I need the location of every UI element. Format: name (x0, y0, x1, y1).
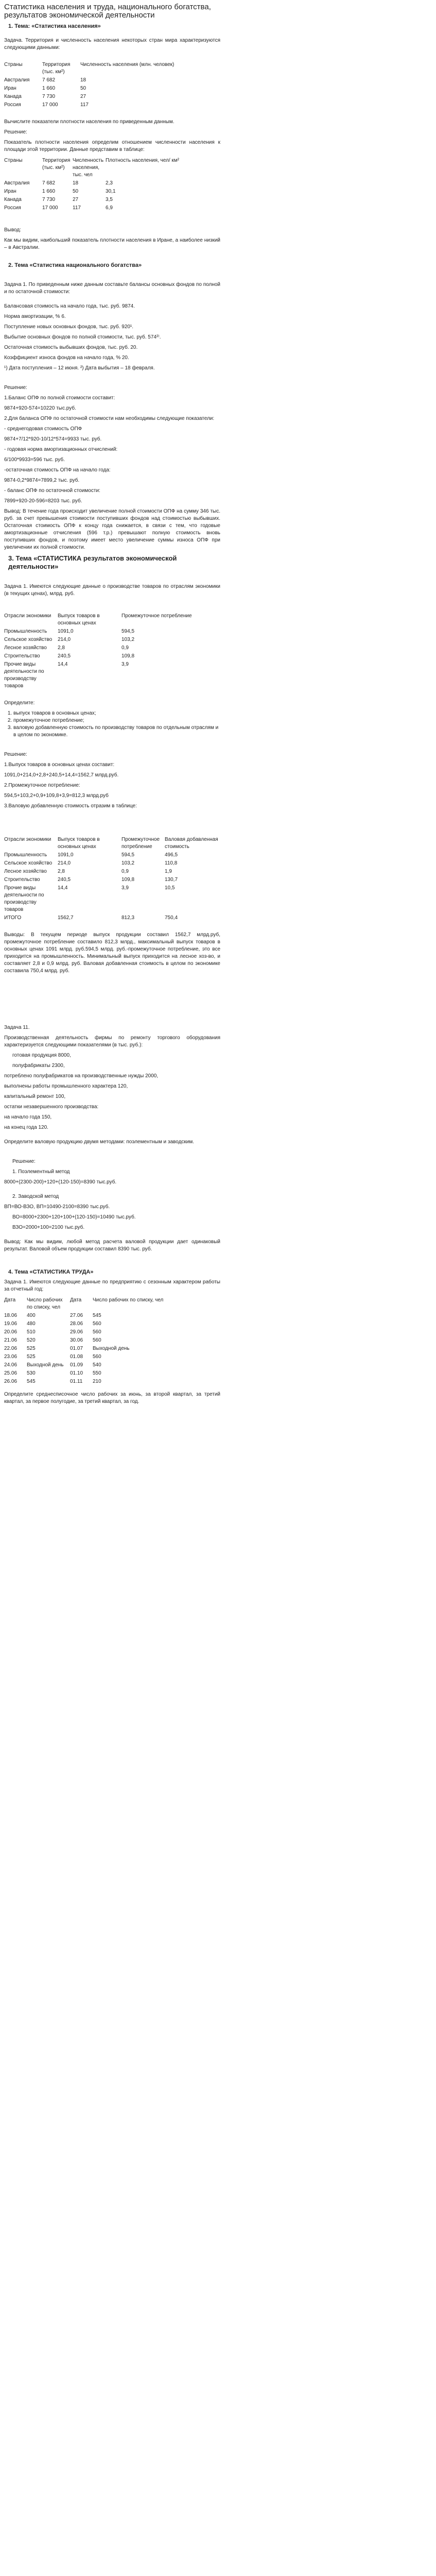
cell: 17 000 (42, 205, 58, 211)
method-label: 2. Заводской метод (12, 1194, 59, 1199)
table-header: Промежуточное потребление (121, 837, 160, 850)
step-line: 9874+7/12*920-10/12*574=9933 тыс. руб. (4, 436, 102, 442)
cell: 18 (73, 180, 79, 186)
cell: 525 (27, 1346, 36, 1351)
table-header: Валовая добавленная стоимость (165, 837, 218, 850)
cell: 1,9 (165, 869, 172, 874)
solution-label: Решение: (4, 129, 27, 135)
cell: 0,9 (121, 869, 129, 874)
cell: Австралия (4, 77, 30, 83)
method-label: 1. Поэлементный метод (12, 1169, 70, 1175)
cell: Сельское хозяйство (4, 860, 53, 866)
task-text: Задача 1. По приведенным ниже данным составьте балансы основных фондов по полной и по остаточной стоимости: (4, 282, 220, 295)
given-line: Выбытие основных фондов по полной стоимости, тыс. руб. 574²⁾. (4, 334, 161, 340)
cell: 103,2 (121, 637, 135, 642)
cell: Лесное хозяйство (4, 869, 47, 874)
step-line: 2.Для баланса ОПФ по остаточной стоимости нам необходимы следующие показатели: (4, 416, 215, 421)
step-line: - среднегодовая стоимость ОПФ (4, 426, 82, 432)
cell: 18 (80, 77, 86, 83)
table-header: Дата (70, 1297, 82, 1303)
cell: 01.09 (70, 1362, 83, 1368)
cell: 25.06 (4, 1370, 18, 1376)
cell: 1 660 (42, 189, 56, 194)
cell: 594,5 (121, 629, 135, 634)
section-heading: 4. Тема «СТАТИСТИКА ТРУДА» (8, 1269, 94, 1275)
table-header: Дата (4, 1297, 16, 1303)
density-input-table (4, 61, 176, 109)
calc-line: 8000+(2300-200)+120+(120-150)=8390 тыс.руб. (4, 1179, 117, 1185)
cell: 2,8 (58, 869, 65, 874)
cell: Выходной день (93, 1346, 130, 1351)
task-text: Производственная деятельность фирмы по ремонту торгового оборудования характеризуется следующими показателями (в тыс. руб.): (4, 1035, 220, 1048)
table-header: Численность населения, тыс. чел (73, 158, 104, 178)
given-line: на конец года 120. (4, 1125, 48, 1130)
step-line: 6/100*9933=596 тыс. руб. (4, 457, 65, 463)
step-line: 9874-0,2*9874=7899,2 тыс. руб. (4, 478, 80, 483)
cell: 01.08 (70, 1354, 83, 1360)
cell: 22.06 (4, 1346, 18, 1351)
cell: 400 (27, 1313, 36, 1318)
cell: 750,4 (165, 915, 178, 921)
cell: ИТОГО (4, 915, 22, 921)
cell: 2,8 (58, 645, 65, 651)
cell: 0,9 (121, 645, 129, 651)
cell: 20.06 (4, 1329, 18, 1335)
task-text: Задача 1. Имеются следующие данные по предприятию с сезонным характером работы за отчетный год: (4, 1279, 220, 1292)
cell: 7 730 (42, 197, 56, 202)
table-header: Плотность населения, чел/ км² (106, 158, 179, 163)
given-line: остатки незавершенного производства: (4, 1104, 99, 1110)
cell: 520 (27, 1337, 36, 1343)
cell: 30,1 (106, 189, 116, 194)
cell: 2,3 (106, 180, 113, 186)
cell: Иран (4, 86, 16, 91)
given-line: полуфабрикаты 2300, (12, 1063, 65, 1069)
define-label: Определите: (4, 700, 35, 706)
list-item: 2. промежуточное потребление; (13, 717, 220, 724)
cell: Канада (4, 197, 22, 202)
table-header: Промежуточное потребление (121, 613, 192, 619)
task-text: Задача 1. Имеются следующие данные о производстве товаров по отраслям экономики (в текущих ценах), млрд. руб. (4, 584, 220, 597)
cell: 27.06 (70, 1313, 83, 1318)
cell: 21.06 (4, 1337, 18, 1343)
cell: 1562,7 (58, 915, 74, 921)
cell: 109,8 (121, 877, 135, 883)
cell: Строительство (4, 877, 40, 883)
cell: 3,9 (121, 662, 129, 667)
table-header: Отрасли экономики (4, 837, 51, 842)
table-header: Выпуск товаров в основных ценах (58, 837, 100, 850)
cell: 24.06 (4, 1362, 18, 1368)
cell: Промышленность (4, 852, 47, 858)
workers-table (4, 1296, 165, 1386)
cell: Сельское хозяйство (4, 637, 53, 642)
step-line: 7899+920-20-596=8203 тыс. руб. (4, 498, 82, 504)
table-header: Территория (тыс. км²) (42, 158, 71, 171)
calc-line: ВП=ВО-ВЗО, ВП=10490-2100=8390 тыс.руб. (4, 1204, 110, 1210)
cell: 130,7 (165, 877, 178, 883)
cell: 540 (93, 1362, 101, 1368)
cell: 1 660 (42, 86, 56, 91)
given-line: выполнены работы промышленного характера 120, (4, 1083, 128, 1089)
cell: Прочие виды деятельности по производству товаров (4, 662, 44, 689)
table-header: Выпуск товаров в основных ценах (58, 613, 100, 626)
cell: Лесное хозяйство (4, 645, 47, 651)
table-header: Территория (тыс. км²) (42, 62, 71, 75)
question-text: Определите валовую продукцию двумя методами: поэлементным и заводским. (4, 1139, 195, 1145)
cell: 214,0 (58, 860, 71, 866)
document-title: Статистика населения и труда, национального богатства, результатов экономической деятельности (4, 3, 211, 20)
cell: 7 682 (42, 180, 56, 186)
given-line: на начало года 150, (4, 1114, 52, 1120)
list-item: 1. выпуск товаров в основных ценах; (13, 710, 220, 717)
step-line: 1.Баланс ОПФ по полной стоимости составит: (4, 395, 115, 401)
conclusion-label: Вывод: (4, 227, 22, 233)
cell: 240,5 (58, 653, 71, 659)
step-line: 9874+920-574=10220 тыс.руб. (4, 405, 76, 411)
cell: 01.11 (70, 1379, 83, 1384)
table-header: Страны (4, 62, 23, 67)
section-heading: 1. Тема: «Статистика населения» (8, 23, 101, 29)
conclusion-text: Вывод: Как мы видим, любой метод расчета валовой продукции дает одинаковый результат. Валовой объем продукции составил 8390 тыс. руб. (4, 1239, 220, 1252)
calc-line: ВО=8000+2300+120+100+(120-150)=10490 тыс.руб. (12, 1214, 136, 1220)
footnote-line: ¹) Дата поступления – 12 июня. ²) Дата выбытия – 18 февраля. (4, 365, 155, 371)
density-result-table (4, 157, 181, 212)
cell: 10,5 (165, 885, 175, 891)
cell: Австралия (4, 180, 30, 186)
cell: Промышленность (4, 629, 47, 634)
solution-label: Решение: (4, 385, 27, 391)
given-line: потреблено полуфабрикатов на производственные нужды 2000, (4, 1073, 159, 1079)
cell: 18.06 (4, 1313, 18, 1318)
cell: 103,2 (121, 860, 135, 866)
cell: 210 (93, 1379, 101, 1384)
value-added-table (4, 836, 220, 922)
cell: 214,0 (58, 637, 71, 642)
cell: Прочие виды деятельности по производству товаров (4, 885, 44, 912)
step-line: 2.Промежуточное потребление: (4, 783, 80, 788)
production-table (4, 612, 194, 690)
cell: Россия (4, 205, 21, 211)
cell: 29.06 (70, 1329, 83, 1335)
cell: 3,5 (106, 197, 113, 202)
step-line: -остаточная стоимость ОПФ на начало года: (4, 467, 111, 473)
cell: 560 (93, 1337, 101, 1343)
cell: 50 (80, 86, 86, 91)
given-line: Балансовая стоимость на начало года, тыс. руб. 9874. (4, 303, 135, 309)
cell: 525 (27, 1354, 36, 1360)
cell: 530 (27, 1370, 36, 1376)
cell: Иран (4, 189, 16, 194)
cell: 545 (93, 1313, 101, 1318)
cell: Россия (4, 102, 21, 108)
define-list (4, 710, 220, 739)
calc-line: ВЗО=2000+100=2100 тыс.руб. (12, 1225, 85, 1230)
cell: 28.06 (70, 1321, 83, 1327)
table-header: Численность населения (млн. человек) (80, 62, 175, 67)
cell: 109,8 (121, 653, 135, 659)
table-header: Число рабочих по списку, чел (27, 1297, 63, 1310)
cell: 560 (93, 1321, 101, 1327)
cell: 110,8 (165, 860, 178, 866)
table-header: Число рабочих по списку, чел (93, 1297, 164, 1303)
cell: 23.06 (4, 1354, 18, 1360)
cell: 560 (93, 1329, 101, 1335)
cell: 14,4 (58, 662, 68, 667)
cell: 1091,0 (58, 629, 74, 634)
cell: 3,9 (121, 885, 129, 891)
cell: Строительство (4, 653, 40, 659)
conclusion-text: Выводы: В текущем периоде выпуск продукции составил 1562,7 млрд.руб, промежуточное потребление составило 812,3 млрд., максимальный выпуск товаров в основных ценах 1091 млрд. руб.594,5 млрд. руб.-промежуточное потребление, это все приходится на промышленность. Минимальный выпуск приходится на лесное хоз-во, и составляет 2,8 и 0,9 млрд. руб. Валовая добавленная стоимость в целом по экономике составила 750,4 млрд. руб. (4, 932, 220, 974)
cell: 01.07 (70, 1346, 83, 1351)
cell: 6,9 (106, 205, 113, 211)
section-heading: 2. Тема «Статистика национального богатства» (8, 262, 142, 268)
cell: Канада (4, 94, 22, 99)
cell: 50 (73, 189, 79, 194)
step-line: 1091,0+214,0+2,8+240,5+14,4=1562,7 млрд.руб. (4, 772, 119, 778)
cell: 17 000 (42, 102, 58, 108)
section-heading: 3. Тема «СТАТИСТИКА результатов экономической деятельности» (8, 554, 177, 570)
cell: 7 682 (42, 77, 56, 83)
solution-label: Решение: (12, 1159, 36, 1164)
cell: 510 (27, 1329, 36, 1335)
cell: 01.10 (70, 1370, 83, 1376)
task-heading: Задача 11. (4, 1025, 30, 1030)
given-line: готовая продукция 8000, (12, 1053, 71, 1058)
cell: 27 (80, 94, 86, 99)
given-line: Норма амортизации, % 6. (4, 314, 66, 319)
step-line: 1.Выпуск товаров в основных ценах составит: (4, 762, 115, 768)
cell: Выходной день (27, 1362, 64, 1368)
given-line: Остаточная стоимость выбывших фондов, тыс. руб. 20. (4, 345, 138, 350)
question-text: Вычислите показатели плотности населения по приведенным данным. (4, 119, 175, 125)
cell: 1091,0 (58, 852, 74, 858)
table-header: Отрасли экономики (4, 613, 51, 619)
step-line: - годовая норма амортизационных отчислений: (4, 447, 118, 452)
cell: 117 (73, 205, 81, 211)
given-line: Коэффициент износа фондов на начало года, % 20. (4, 355, 129, 361)
cell: 19.06 (4, 1321, 18, 1327)
cell: 545 (27, 1379, 36, 1384)
list-item: 3. валовую добавленную стоимость по производству товаров по отдельным отраслям и в целом по экономике. (13, 724, 220, 739)
cell: 550 (93, 1370, 101, 1376)
task-text: Задача. Территория и численность населения некоторых стран мира характеризуются следующими данными: (4, 38, 220, 50)
footer-text: Определите среднесписочное число рабочих за июнь, за второй квартал, за третий квартал, за первое полугодие, за третий квартал, за год. (4, 1392, 220, 1404)
cell: 27 (73, 197, 79, 202)
table-header: Страны (4, 158, 23, 163)
cell: 496,5 (165, 852, 178, 858)
step-line: 594,5+103,2+0,9+109,8+3,9=812,3 млрд.руб (4, 793, 109, 799)
step-line: - баланс ОПФ по остаточной стоимости: (4, 488, 100, 494)
solution-label: Решение: (4, 752, 27, 757)
cell: 594,5 (121, 852, 135, 858)
cell: 240,5 (58, 877, 71, 883)
cell: 812,3 (121, 915, 135, 921)
solution-text: Показатель плотности населения определим отношением численности населения к площади этой территории. Данные представим в таблице: (4, 140, 220, 152)
cell: 30.06 (70, 1337, 83, 1343)
given-line: капитальный ремонт 100, (4, 1094, 66, 1099)
step-line: 3.Валовую добавленную стоимость отразим в таблице: (4, 803, 137, 809)
cell: 560 (93, 1354, 101, 1360)
page (0, 0, 224, 1412)
conclusion-text: Как мы видим, наибольший показатель плотности населения в Иране, а наиболее низкий – в Австралии. (4, 238, 220, 250)
cell: 7 730 (42, 94, 56, 99)
cell: 480 (27, 1321, 36, 1327)
given-line: Поступление новых основных фондов, тыс. руб. 920¹. (4, 324, 134, 330)
cell: 117 (80, 102, 89, 108)
cell: 14,4 (58, 885, 68, 891)
cell: 26.06 (4, 1379, 18, 1384)
conclusion-text: Вывод: В течение года происходит увеличение полной стоимости ОПФ на сумму 346 тыс. руб. за счет превышения стоимости поступивших фондов над стоимостью выбывших. Остаточная стоимость ОПФ к концу года снижается, в связи с тем, что годовые амортизационные отчисления (596 т.р.) превышают полную стоимость вновь поступивших фондов, и поэтому имеет место увеличение суммы износа ОПФ при увеличении их полной стоимости. (4, 509, 220, 550)
